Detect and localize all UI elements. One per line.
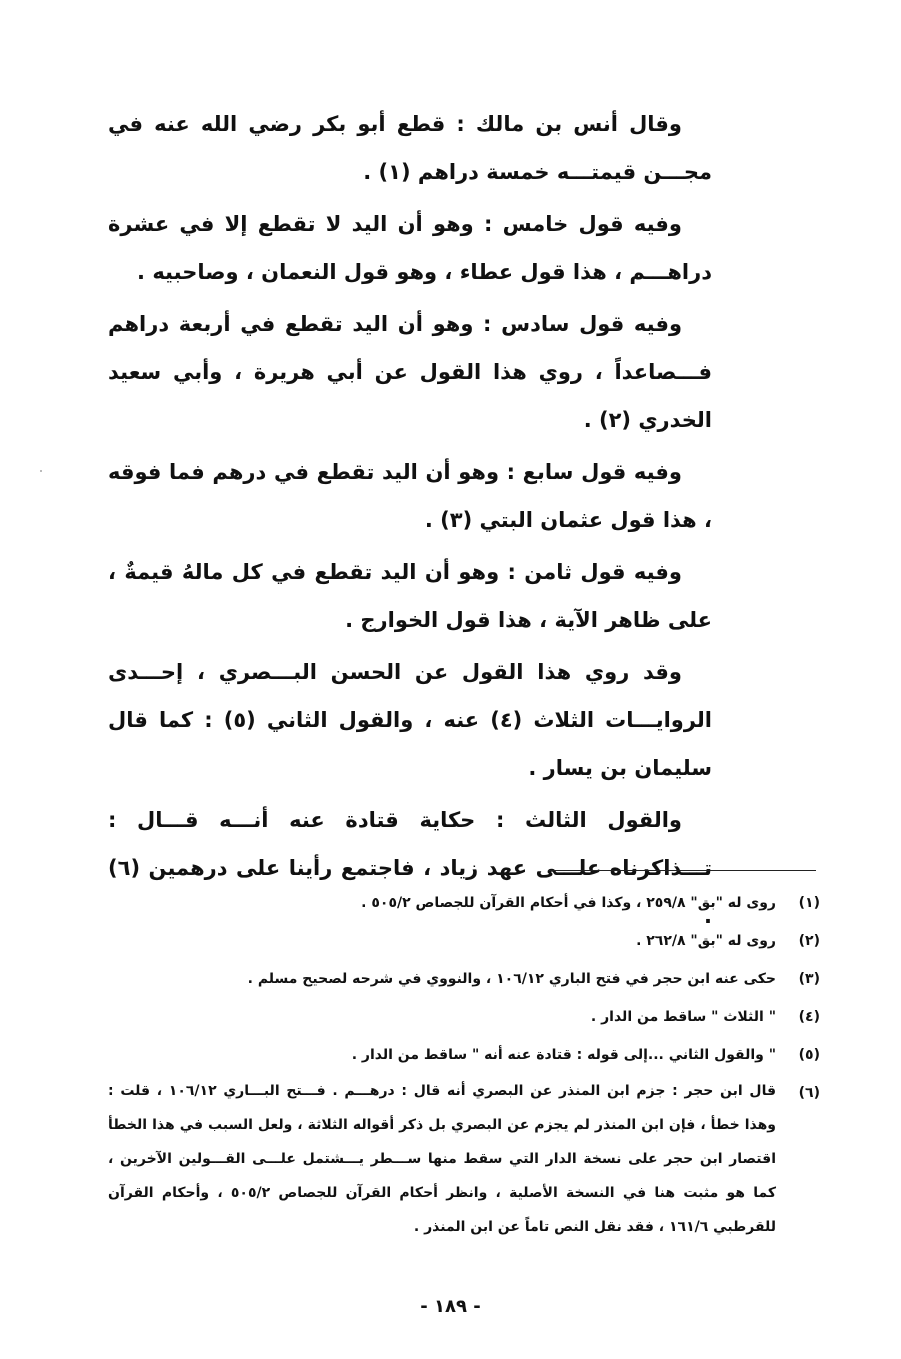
footnote-number: (٦) <box>798 1085 820 1101</box>
paragraph-2: وفيه قول خامس : وهو أن اليد لا تقطع إلا في عشرة دراهـــم ، هذا قول عطاء ، وهو قول النعمان ، وصاحبيه . <box>108 212 712 284</box>
footnote-4 <box>108 998 820 1036</box>
margin-speck <box>40 470 42 472</box>
paragraph-5: وفيه قول ثامن : وهو أن اليد تقطع في كل مالهُ قيمةٌ ، على ظاهر الآية ، هذا قول الخوارج . <box>108 560 712 632</box>
footnote-number: (١) <box>798 895 820 911</box>
main-text <box>108 100 712 944</box>
footnotes <box>108 884 820 1244</box>
footnote-number: (٥) <box>798 1047 820 1063</box>
footnote-3 <box>108 960 820 998</box>
footnote-number: (٢) <box>798 933 820 949</box>
paragraph-6: وقد روي هذا القول عن الحسن البـــصري ، إحـــدى الروايـــات الثلاث (٤) عنه ، والقول الثاني (٥) : كما قال سليمان بن يسار . <box>108 660 712 780</box>
footnote-text: " الثلاث " ساقط من الدار . <box>590 1009 776 1025</box>
footnote-1 <box>108 884 820 922</box>
paragraph-3: وفيه قول سادس : وهو أن اليد تقطع في أربعة دراهم فـــصاعداً ، روي هذا القول عن أبي هريرة ، وأبي سعيد الخدري (٢) . <box>108 312 712 432</box>
footnote-text: روى له "بق" ٢٥٩/٨ ، وكذا في أحكام القرآن للجصاص ٥٠٥/٢ . <box>361 895 776 911</box>
footnote-text: روى له "بق" ٢٦٢/٨ . <box>636 933 776 949</box>
footnote-divider <box>548 870 816 871</box>
footnote-text: " والقول الثاني ...إلى قوله : قتادة عنه أنه " ساقط من الدار . <box>351 1047 776 1063</box>
footnote-text: قال ابن حجر : جزم ابن المنذر عن البصري أنه قال : درهـــم . فـــتح البـــاري ١٠٦/١٢ ، قلت : وهذا خطأ ، فإن ابن المنذر لم يجزم عن البصري بل ذكر أقواله الثلاثة ، ولعل السبب في هذا الخطأ اقتصار ابن حجر على نسخة الدار التي سقط منها ســـطر يـــشتمل علـــى القـــولين الآخرين ، كما هو مثبت هنا في النسخة الأصلية ، وانظر أحكام القرآن للجصاص ٥٠٥/٢ ، وأحكام القرآن للقرطبي ١٦١/٦ ، فقد نقل النص تاماً عن ابن المنذر . <box>108 1083 776 1235</box>
paragraph-4: وفيه قول سابع : وهو أن اليد تقطع في درهم فما فوقه ، هذا قول عثمان البتي (٣) . <box>108 460 712 532</box>
footnote-2 <box>108 922 820 960</box>
footnote-text: حكى عنه ابن حجر في فتح الباري ١٠٦/١٢ ، والنووي في شرحه لصحيح مسلم . <box>247 971 776 987</box>
paragraph-1: وقال أنس بن مالك : قطع أبو بكر رضي الله عنه في مجـــن قيمتـــه خمسة دراهم (١) . <box>108 112 712 184</box>
footnote-number: (٤) <box>798 1009 820 1025</box>
footnote-5 <box>108 1036 820 1074</box>
page-number: - ١٨٩ - <box>420 1296 481 1317</box>
paragraph-7: والقول الثالث : حكاية قتادة عنه أنـــه قـــال : تـــذاكرناه علـــى عهد زياد ، فاجتمع رأينا على درهمين (٦) . <box>108 808 712 928</box>
footnote-number: (٣) <box>798 971 820 987</box>
footnote-6 <box>108 1074 820 1244</box>
